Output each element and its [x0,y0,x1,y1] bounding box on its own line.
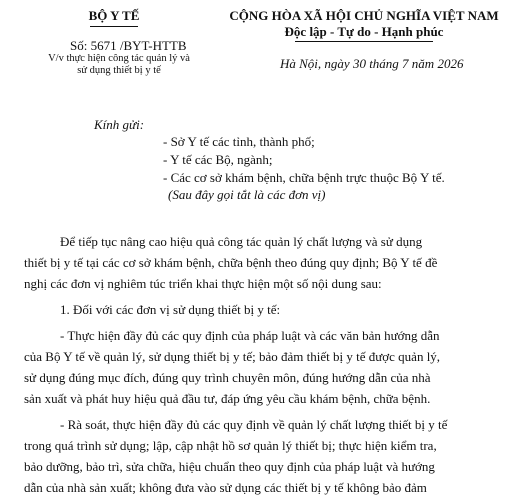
body-line: nghị các đơn vị nghiêm túc triển khai thực hiện một số nội dung sau: [24,276,382,291]
issuer-underline [90,26,138,27]
recipient-item: - Sở Y tế các tỉnh, thành phố; [163,134,315,149]
recipient-item: - Y tế các Bộ, ngành; [163,152,273,167]
body-line: trong quá trình sử dụng; lập, cập nhật hồ sơ quản lý thiết bị; thực hiện kiểm tra, [24,438,437,453]
body-line: của Bộ Y tế về quản lý, sử dụng thiết bị y tế; bảo đảm thiết bị y tế được quản lý, [24,349,441,364]
motto-underline [295,41,433,42]
subject-line-2: sử dụng thiết bị y tế [77,65,161,76]
recipients-label: Kính gửi: [94,117,145,132]
section-heading: 1. Đối với các đơn vị sử dụng thiết bị y tế: [60,302,281,317]
recipient-item: - Các cơ sở khám bệnh, chữa bệnh trực thuộc Bộ Y tế. [163,170,445,185]
body-line: sản xuất và phát huy hiệu quả đầu tư, đáp ứng yêu cầu khám bệnh, chữa bệnh. [24,391,431,406]
place-date: Hà Nội, ngày 30 tháng 7 năm 2026 [280,56,464,71]
body-line: Để tiếp tục nâng cao hiệu quả công tác quản lý chất lượng và sử dụng [60,234,423,249]
body-line: sử dụng đúng mục đích, đúng quy trình chuyên môn, đúng hướng dẫn của nhà [24,370,431,385]
body-line: - Rà soát, thực hiện đầy đủ các quy định về quản lý chất lượng thiết bị y tế [60,417,448,432]
issuer-name: BỘ Y TẾ [88,8,140,23]
body-line: dẫn của nhà sản xuất; không đưa vào sử dụng các thiết bị y tế không bảo đảm [24,480,427,495]
body-line: bảo dưỡng, bảo trì, sửa chữa, hiệu chuẩn theo quy định của pháp luật và hướng [24,459,435,474]
document-number: Số: 5671 /BYT-HTTB [70,38,187,53]
country-name: CỘNG HÒA XÃ HỘI CHỦ NGHĨA VIỆT NAM [229,8,499,23]
national-motto: Độc lập - Tự do - Hạnh phúc [284,24,444,39]
subject-line-1: V/v thực hiện công tác quản lý và [48,53,190,64]
recipients-note: (Sau đây gọi tắt là các đơn vị) [168,187,326,202]
body-line: - Thực hiện đầy đủ các quy định của pháp luật và các văn bản hướng dẫn [60,328,440,343]
body-line: thiết bị y tế tại các cơ sở khám bệnh, chữa bệnh theo đúng quy định; Bộ Y tế đề [24,255,438,270]
